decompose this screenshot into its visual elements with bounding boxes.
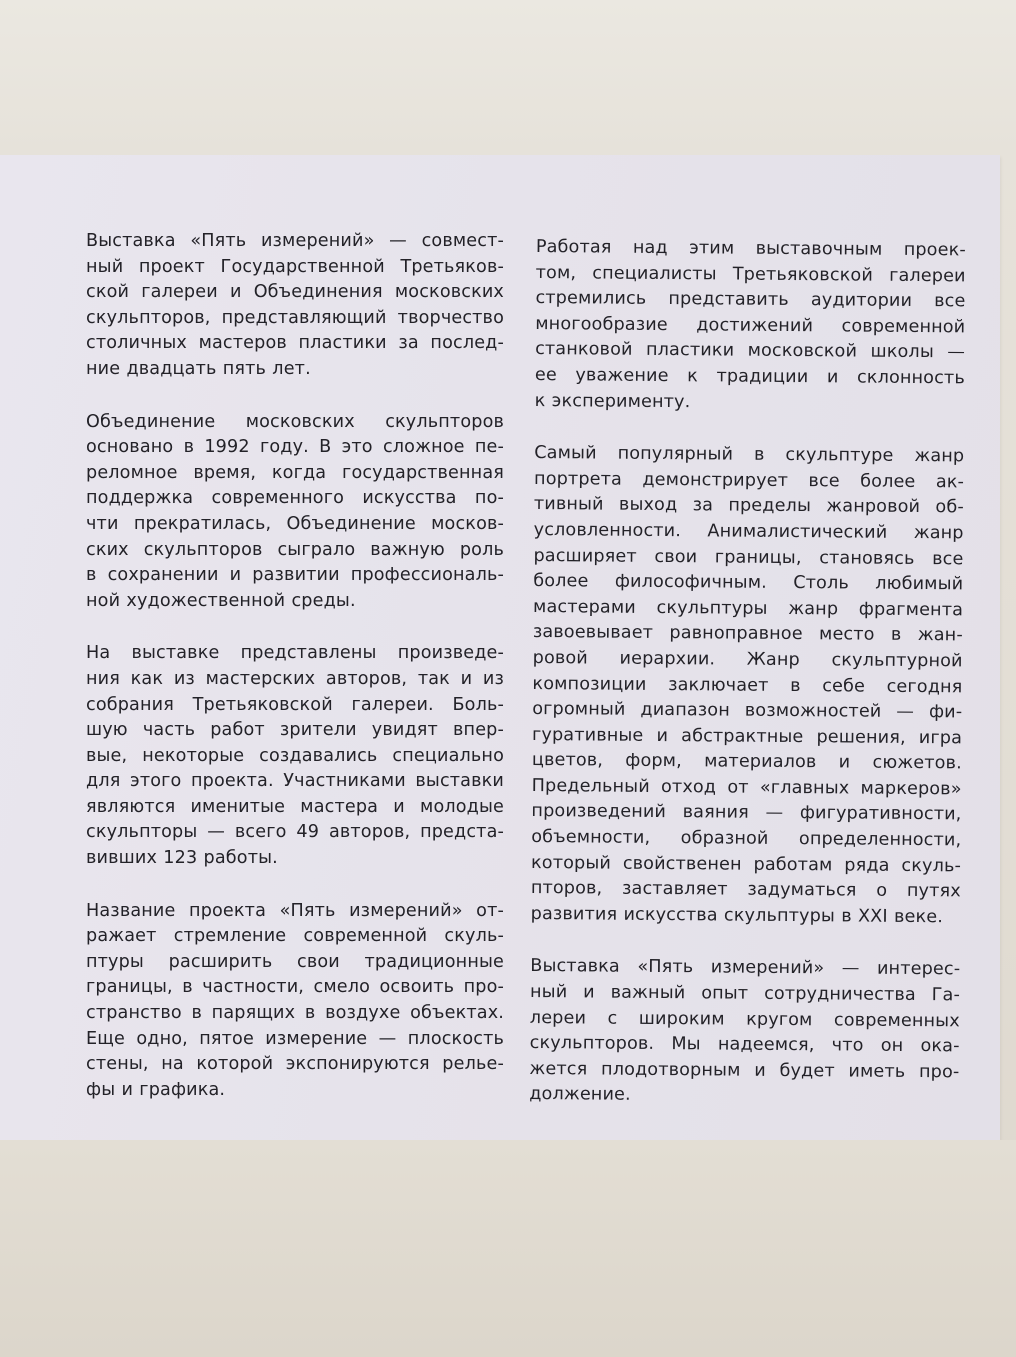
- text-line: условленности. Анималистический жанр: [533, 519, 964, 544]
- text-line: собрания Третьяковской галереи. Боль-: [86, 694, 504, 715]
- text-line: стены, на которой экспонируются релье-: [86, 1054, 504, 1075]
- text-line: развития искусства скульптуры в XXI веке.: [530, 903, 944, 928]
- text-line: столичных мастеров пластики за послед-: [86, 333, 504, 354]
- text-line: Выставка «Пять измерений» — интерес-: [530, 956, 961, 980]
- text-line: том, специалисты Третьяковской галереи: [535, 262, 966, 286]
- text-line: расширяет свои границы, становясь все: [533, 545, 964, 569]
- text-line: ния как из мастерских авторов, так и из: [86, 668, 504, 689]
- text-line: Самый популярный в скульптуре жанр: [534, 443, 965, 467]
- right-text-column: [529, 235, 966, 1138]
- text-line: ной художественной среды.: [86, 590, 356, 611]
- text-line: произведений ваяния — фигуративности,: [531, 801, 962, 825]
- text-line: Работая над этим выставочным проек-: [535, 236, 966, 261]
- text-line: ражает стремление современной скуль-: [86, 926, 504, 947]
- text-line: ее уважение к традиции и склонность: [534, 364, 965, 389]
- text-paragraph: [531, 441, 965, 931]
- text-line: Еще одно, пятое измерение — плоскость: [86, 1028, 504, 1049]
- text-line: жется плодотворным и будет иметь про-: [529, 1058, 960, 1083]
- text-line: к эксперименту.: [534, 390, 691, 412]
- text-line: гуративные и абстрактные решения, игра: [531, 724, 963, 749]
- text-line: стремились представить аудитории все: [535, 288, 966, 312]
- text-line: Предельный отход от «главных маркеров»: [531, 775, 962, 800]
- text-line: основано в 1992 году. В это сложное пе-: [86, 437, 504, 458]
- left-text-column: [86, 229, 504, 1130]
- text-line: станковой пластики московской школы —: [535, 339, 966, 363]
- text-line: вивших 123 работы.: [86, 848, 278, 869]
- text-line: чти прекратилась, Объединение москов-: [86, 513, 504, 534]
- text-line: тивный выход за пределы жанровой об-: [533, 494, 964, 518]
- text-line: фы и графика.: [86, 1079, 226, 1100]
- text-line: который свойственен работам ряда скуль-: [530, 852, 962, 877]
- text-line: огромный диапазон возможностей — фи-: [532, 699, 963, 723]
- text-paragraph: [86, 899, 504, 1104]
- text-line: композиции заключает в себе сегодня: [532, 673, 963, 697]
- text-line: вые, некоторые создавались специально: [86, 745, 504, 766]
- text-line: в сохранении и развитии профессиональ-: [86, 565, 504, 586]
- text-line: завоевывает равноправное место в жан-: [532, 622, 963, 646]
- text-paragraph: [86, 229, 504, 383]
- text-line: птуры расширить свои традиционные: [86, 951, 504, 972]
- text-paragraph: [86, 410, 504, 615]
- wall-background-bottom: [0, 1140, 1016, 1357]
- text-line: объемности, образной определенности,: [531, 827, 962, 851]
- text-line: ный и важный опыт сотрудничества Га-: [529, 982, 961, 1006]
- text-line: мастерами скульптуры жанр фрагмента: [533, 596, 964, 621]
- text-line: ный проект Государственной Третьяков-: [86, 256, 504, 277]
- text-line: пторов, заставляет задуматься о путях: [530, 878, 961, 902]
- text-line: реломное время, когда государственная: [86, 462, 504, 483]
- text-line: шую часть работ зрители увидят впер-: [86, 720, 504, 741]
- text-paragraph: [529, 954, 960, 1111]
- text-line: ской галереи и Объединения московских: [86, 282, 504, 303]
- text-paragraph: [535, 235, 966, 418]
- text-line: ровой иерархии. Жанр скульптурной: [532, 647, 963, 672]
- text-line: для этого проекта. Участниками выставки: [86, 771, 504, 792]
- text-line: ние двадцать пять лет.: [86, 358, 311, 379]
- text-line: На выставке представлены произведе-: [86, 643, 504, 664]
- text-paragraph: [86, 641, 504, 871]
- text-line: должение.: [529, 1084, 631, 1106]
- text-line: скульпторов, представляющий творчество: [86, 307, 504, 328]
- text-line: границы, в частности, смело освоить про-: [86, 977, 504, 998]
- text-line: портрета демонстрирует все более ак-: [534, 468, 965, 493]
- text-line: Выставка «Пять измерений» — совмест-: [86, 231, 504, 251]
- text-line: поддержка современного искусства по-: [86, 488, 504, 509]
- text-line: странство в парящих в воздухе объектах.: [86, 1003, 504, 1024]
- text-line: скульпторов. Мы надеемся, что он ока-: [529, 1033, 960, 1057]
- wall-background-top: [0, 0, 1016, 155]
- text-line: более философичным. Столь любимый: [533, 571, 964, 595]
- text-line: Название проекта «Пять измерений» от-: [86, 900, 504, 921]
- text-line: лереи с широким кругом современных: [529, 1007, 960, 1031]
- text-line: являются именитые мастера и молодые: [86, 796, 504, 817]
- text-line: ских скульпторов сыграло важную роль: [86, 539, 504, 560]
- text-line: цветов, форм, материалов и сюжетов.: [531, 750, 962, 774]
- text-line: Объединение московских скульпторов: [86, 411, 504, 432]
- text-line: многообразие достижений современной: [535, 313, 966, 338]
- text-line: скульпторы — всего 49 авторов, предста-: [86, 822, 504, 843]
